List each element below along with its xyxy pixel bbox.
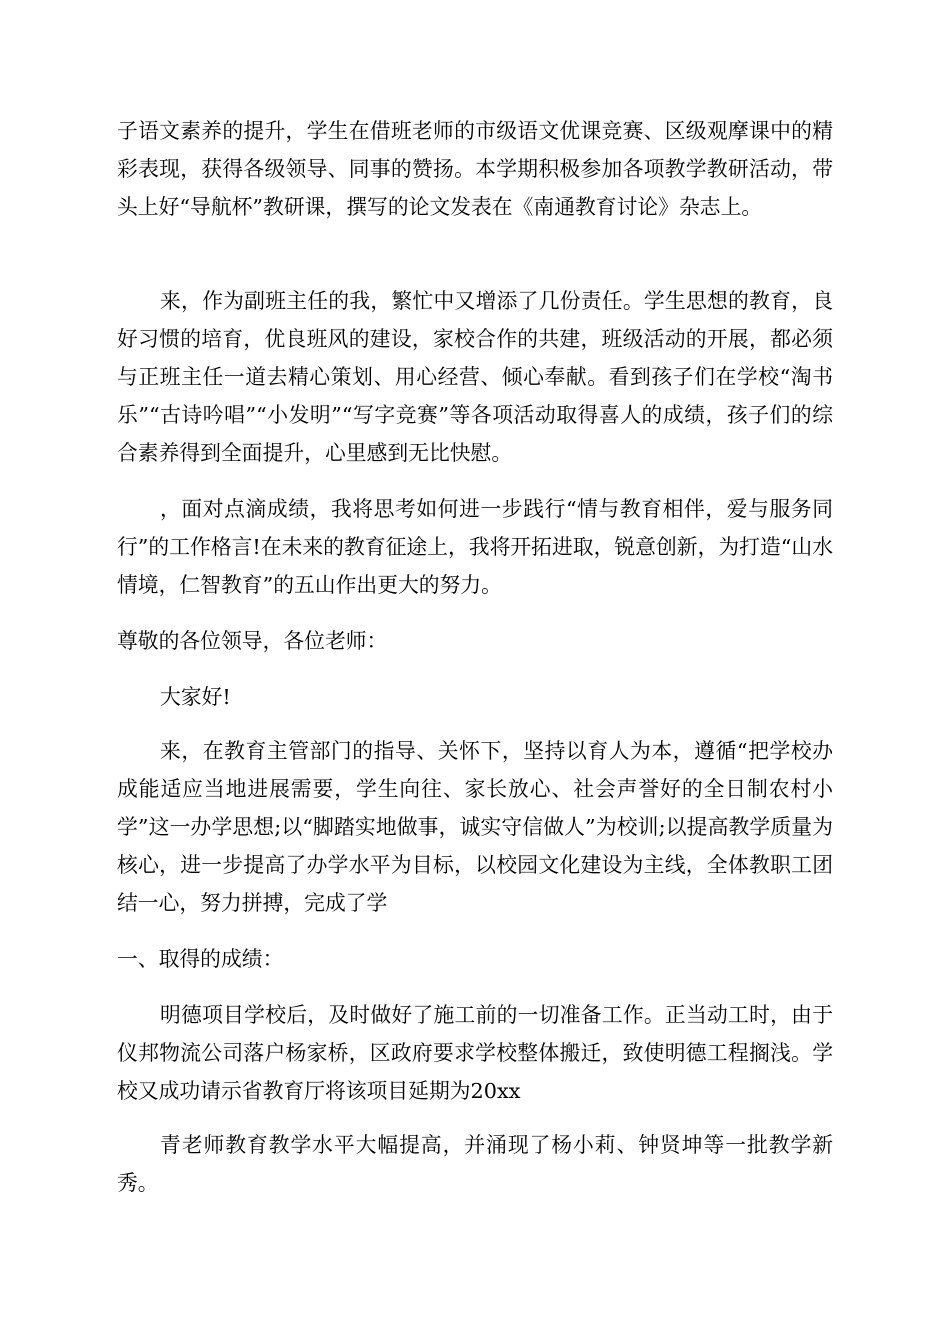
paragraph-salutation: 尊敬的各位领导，各位老师： [117,629,388,653]
paragraph-young-teachers: 青老师教育教学水平大幅提高，并涌现了杨小莉、钟贤坤等一批教学新秀。 [117,1133,833,1195]
paragraph-school-philosophy: 来，在教育主管部门的指导、关怀下，坚持以育人为本，遵循“把学校办成能适应当地进展需要，学生向往、家长放心、社会声誉好的全日制农村小学”这一办学思想;以“脚踏实地做事，诚实守信做人”为校训;以提高教学质量为核心，进一步提高了办学水平为目标，以校园文化建设为主线，全体教职工团结一心，努力拼搏，完成了学 [117,739,833,915]
paragraph-chinese-literacy: 子语文素养的提升，学生在借班老师的市级语文优课竞赛、区级观摩课中的精彩表现，获得各级领导、同事的赞扬。本学期积极参加各项教学教研活动，带头上好“导航杯”教研课，撰写的论文发表在《南通教育讨论》杂志上。 [117,119,833,219]
paragraph-future-goals: ，面对点滴成绩，我将思考如何进一步践行“情与教育相伴，爱与服务同行”的工作格言!在未来的教育征途上，我将开拓进取，锐意创新，为打造“山水情境，仁智教育”的五山作出更大的努力。 [117,497,833,597]
paragraph-greeting: 大家好! [160,685,231,709]
paragraph-vice-head-teacher: 来，作为副班主任的我，繁忙中又增添了几份责任。学生思想的教育，良好习惯的培育，优良班风的建设，家校合作的共建，班级活动的开展，都必须与正班主任一道去精心策划、用心经营、倾心奉献。看到孩子们在学校“淘书乐”“古诗吟唱”“小发明”“写字竞赛”等各项活动取得喜人的成绩，孩子们的综合素养得到全面提升，心里感到无比快慰。 [117,289,833,465]
section-heading-achievements: 一、取得的成绩： [117,947,284,971]
paragraph-mingde-project: 明德项目学校后，及时做好了施工前的一切准备工作。正当动工时，由于仪邦物流公司落户杨家桥，区政府要求学校整体搬迁，致使明德工程搁浅。学校又成功请示省教育厅将该项目延期为20xx [117,1003,833,1103]
